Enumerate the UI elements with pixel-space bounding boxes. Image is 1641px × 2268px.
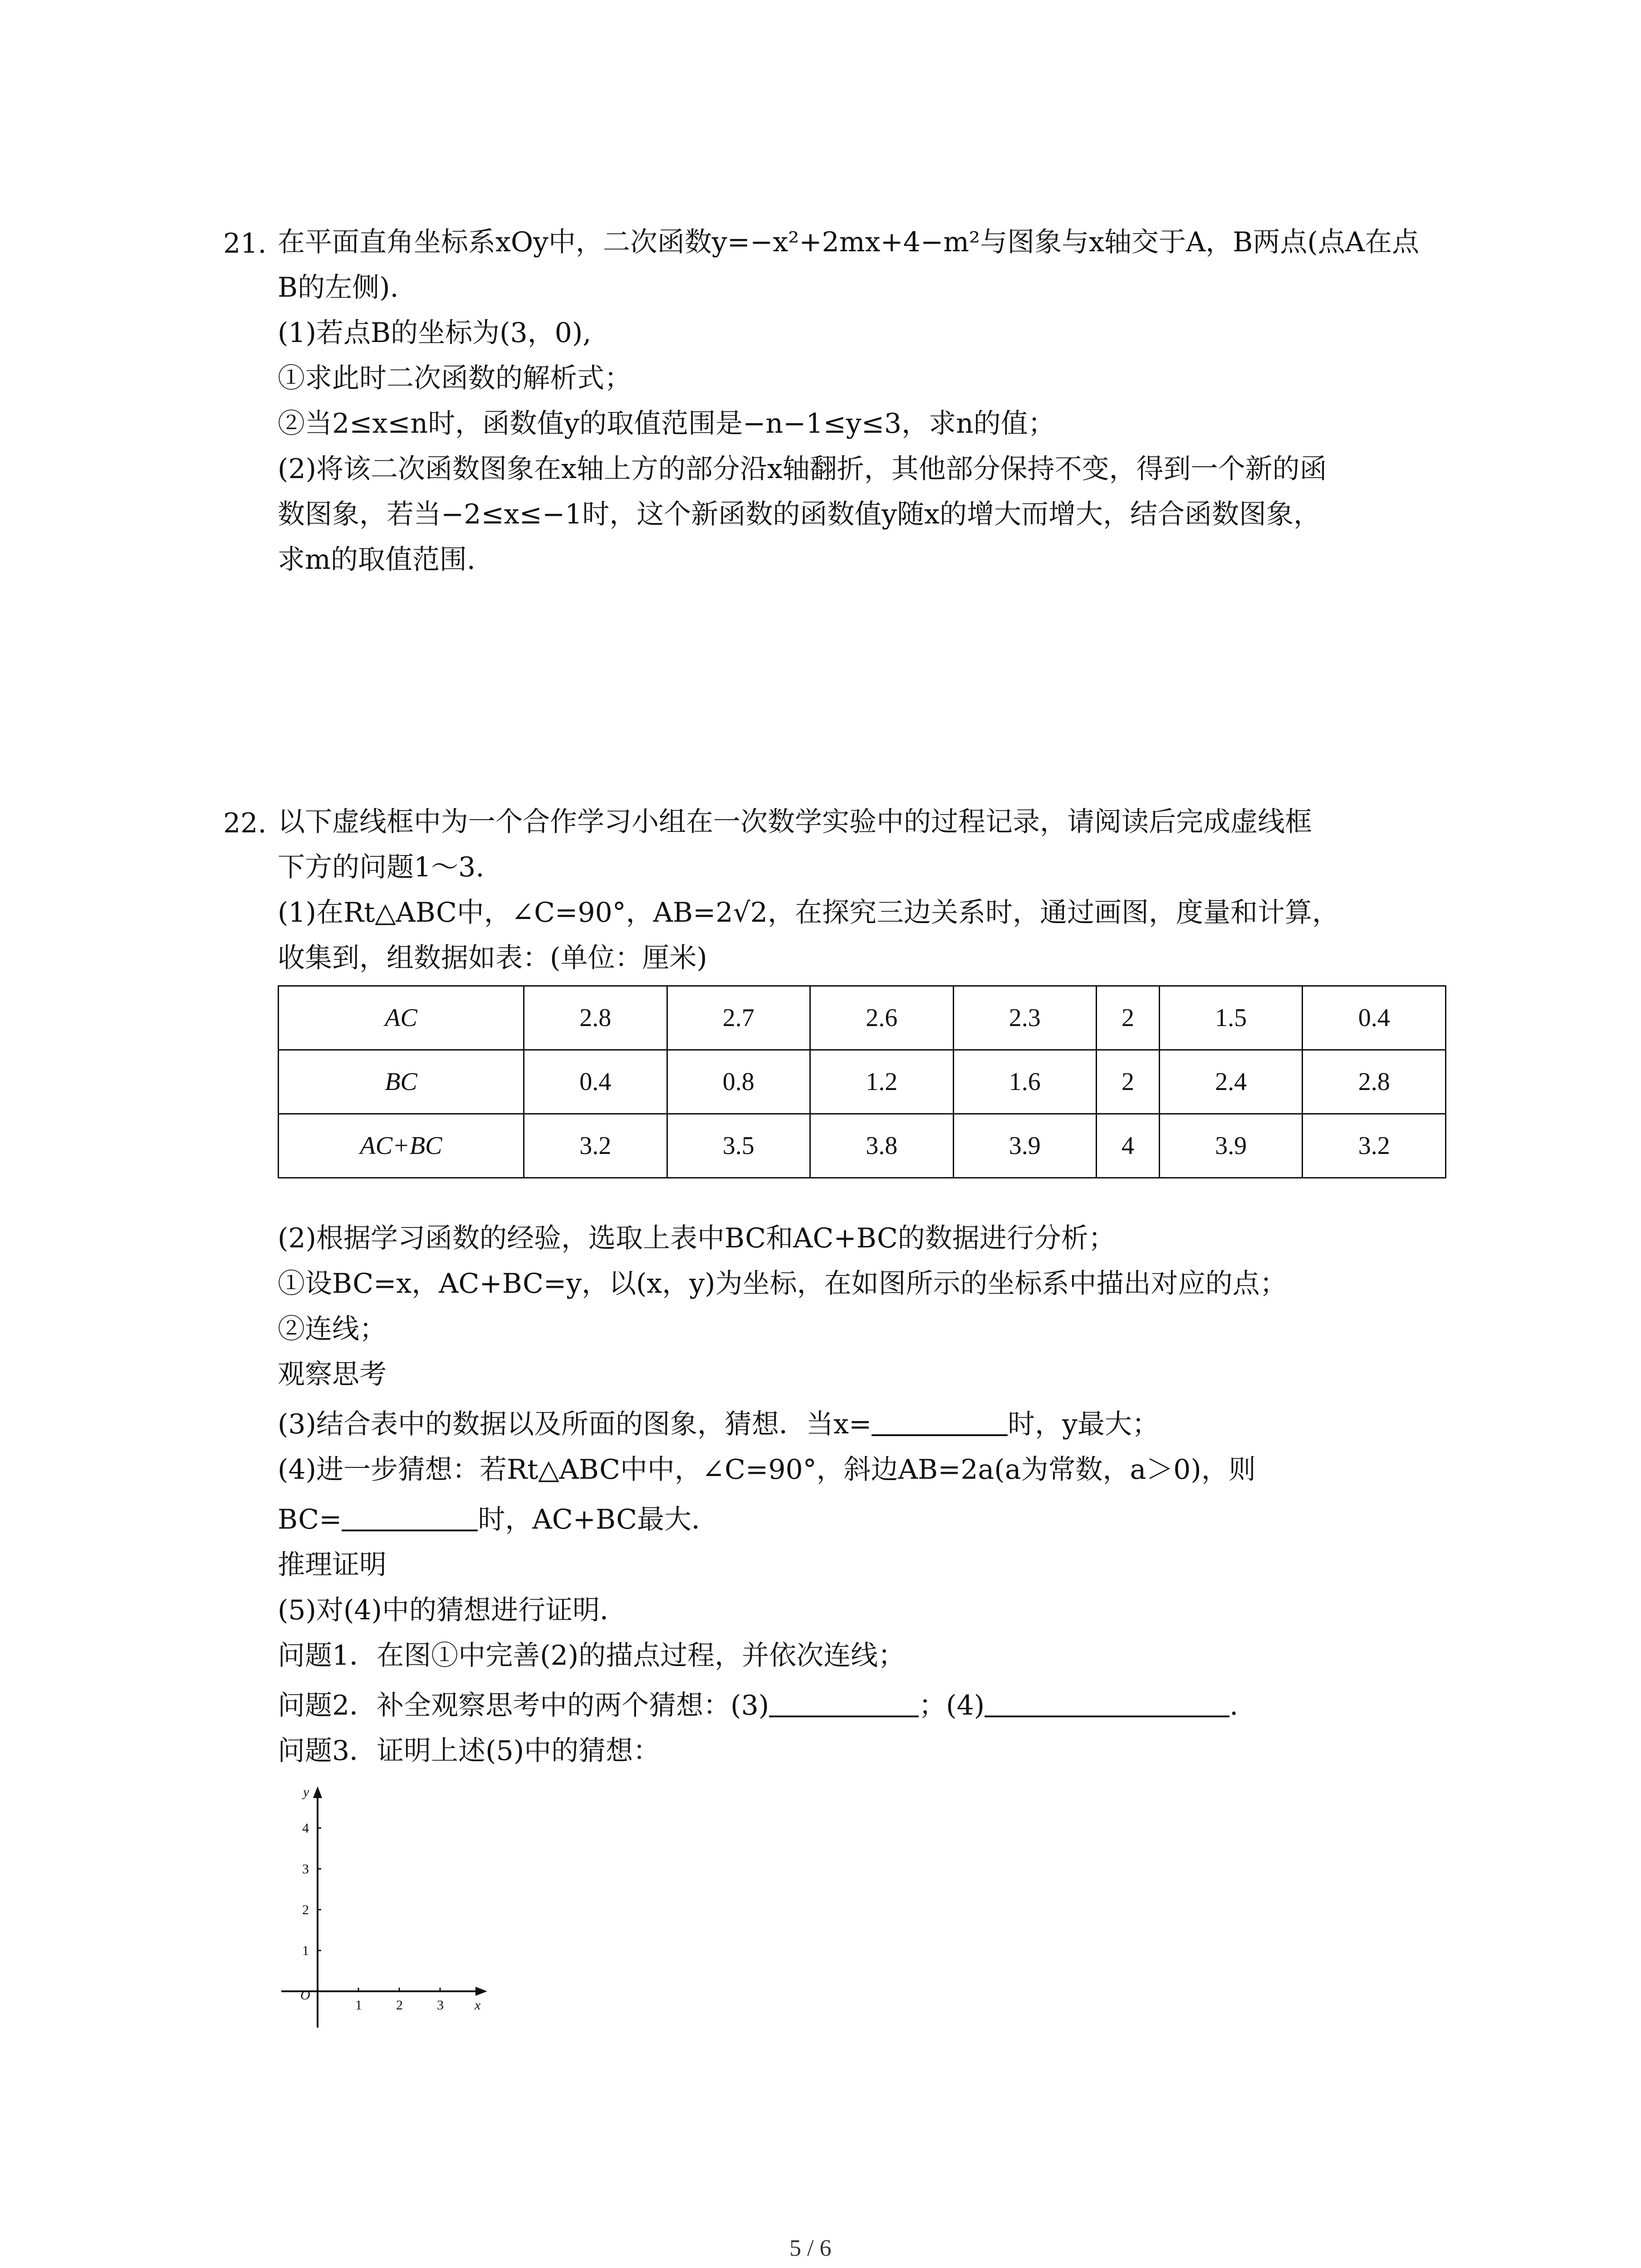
q21-line-1: 在平面直角坐标系xOy中，二次函数y=−x²+2mx+4−m²与图象与x轴交于A，B两点(点A在点 (278, 226, 1420, 258)
table-row (279, 1050, 1446, 1114)
guess3-text: (3)结合表中的数据以及所面的图象，猜想．当x= (278, 1408, 872, 1440)
guess4b-text: BC= (278, 1504, 342, 1535)
x-tick-label: 2 (396, 1998, 403, 2013)
table-row (279, 1114, 1446, 1178)
table-row (279, 986, 1446, 1050)
answer-blank-problem2-4[interactable] (985, 1686, 1230, 1717)
y-tick-label: 2 (302, 1902, 309, 1917)
q22-problem-2 (278, 1683, 1238, 1728)
x-axis-arrow-icon (475, 1987, 487, 1996)
y-tick-label: 1 (302, 1943, 309, 1958)
table-cell: 2.3 (953, 986, 1097, 1050)
row-header-ac: AC (279, 986, 524, 1050)
q22-intro-3: (1)在Rt△ABC中，∠C=90°，AB=2√2，在探究三边关系时，通过画图，度量和计算， (278, 897, 1339, 929)
y-tick-label: 3 (302, 1862, 309, 1877)
problem2-end: . (1230, 1690, 1239, 1721)
problem2-text: 问题2．补全观察思考中的两个猜想：(3) (278, 1690, 769, 1721)
q22-problem-1: 问题1．在图①中完善(2)的描点过程，并依次连线； (278, 1640, 906, 1672)
question-21-number: 21. (223, 228, 267, 259)
question-22-number: 22. (223, 807, 267, 839)
table-cell: 1.5 (1159, 986, 1303, 1050)
y-tick-label: 4 (302, 1821, 309, 1836)
x-tick-label: 3 (437, 1998, 444, 2013)
table-cell: 3.9 (1159, 1114, 1303, 1178)
table-cell: 2.8 (524, 986, 667, 1050)
q22-intro-2: 下方的问题1～3. (278, 851, 485, 883)
x-axis-label: x (475, 1998, 481, 2013)
q21-line-7: 数图象，若当−2≤x≤−1时，这个新函数的函数值y随x的增大而增大，结合函数图象， (278, 499, 1321, 530)
q22-part2-line-1: (2)根据学习函数的经验，选取上表中BC和AC+BC的数据进行分析； (278, 1222, 1116, 1254)
coordinate-graph (268, 1783, 504, 2037)
table-cell: 2.6 (810, 986, 954, 1050)
page-number: 5 / 6 (789, 2235, 832, 2261)
table-cell: 0.4 (524, 1050, 667, 1114)
table-cell: 1.6 (953, 1050, 1097, 1114)
q22-intro-1: 以下虚线框中为一个合作学习小组在一次数学实验中的过程记录，请阅读后完成虚线框 (278, 806, 1312, 838)
q22-problem-3: 问题3．证明上述(5)中的猜想： (278, 1735, 661, 1767)
q22-part2-line-2: ①设BC=x，AC+BC=y，以(x，y)为坐标，在如图所示的坐标系中描出对应的点； (278, 1268, 1287, 1300)
x-tick-label: 1 (355, 1998, 362, 2013)
table-cell: 2 (1097, 986, 1160, 1050)
q21-line-5: ②当2≤x≤n时，函数值y的取值范围是−n−1≤y≤3，求n的值； (278, 408, 1055, 440)
table-cell: 3.2 (524, 1114, 667, 1178)
q21-line-3: (1)若点B的坐标为(3，0), (278, 317, 592, 349)
table-cell: 0.4 (1303, 986, 1446, 1050)
table-cell: 2.8 (1303, 1050, 1446, 1114)
q21-line-6: (2)将该二次函数图象在x轴上方的部分沿x轴翻折，其他部分保持不变，得到一个新的函 (278, 453, 1327, 485)
table-cell: 3.8 (810, 1114, 954, 1178)
table-cell: 2.4 (1159, 1050, 1303, 1114)
q22-guess-3 (278, 1402, 1159, 1447)
table-cell: 3.5 (667, 1114, 810, 1178)
table-cell: 4 (1097, 1114, 1160, 1178)
table-cell: 3.9 (953, 1114, 1097, 1178)
q22-guess-4: (4)进一步猜想：若Rt△ABC中中，∠C=90°，斜边AB=2a(a为常数，a＞0)，则 (278, 1454, 1256, 1486)
table-cell: 0.8 (667, 1050, 810, 1114)
answer-blank-problem2-3[interactable] (769, 1686, 919, 1717)
row-header-ac-plus-bc: AC+BC (279, 1114, 524, 1178)
guess4b-tail: 时，AC+BC最大． (478, 1504, 719, 1535)
q22-section-proof: 推理证明 (278, 1549, 387, 1581)
y-axis-arrow-icon (313, 1786, 322, 1798)
row-header-bc: BC (279, 1050, 524, 1114)
answer-blank-4[interactable] (342, 1501, 478, 1531)
y-axis-label: y (303, 1784, 309, 1799)
q22-guess-4b (278, 1497, 719, 1542)
data-table (278, 985, 1446, 1178)
q22-section-observe: 观察思考 (278, 1359, 387, 1390)
q21-line-4: ①求此时二次函数的解析式； (278, 362, 632, 394)
q22-intro-4: 收集到，组数据如表：(单位：厘米) (278, 942, 707, 974)
problem2-mid: ；(4) (919, 1690, 985, 1721)
table-cell: 3.2 (1303, 1114, 1446, 1178)
table-cell: 2.7 (667, 986, 810, 1050)
table-cell: 2 (1097, 1050, 1160, 1114)
q22-proof-task: (5)对(4)中的猜想进行证明． (278, 1594, 627, 1626)
q21-line-2: B的左侧). (278, 272, 399, 303)
answer-blank-3[interactable] (872, 1405, 1008, 1436)
guess3-tail: 时，y最大； (1008, 1408, 1160, 1440)
origin-label: O (300, 1988, 310, 2003)
q22-part2-line-3: ②连线； (278, 1313, 387, 1345)
q21-line-8: 求m的取值范围. (278, 544, 475, 576)
table-cell: 1.2 (810, 1050, 954, 1114)
